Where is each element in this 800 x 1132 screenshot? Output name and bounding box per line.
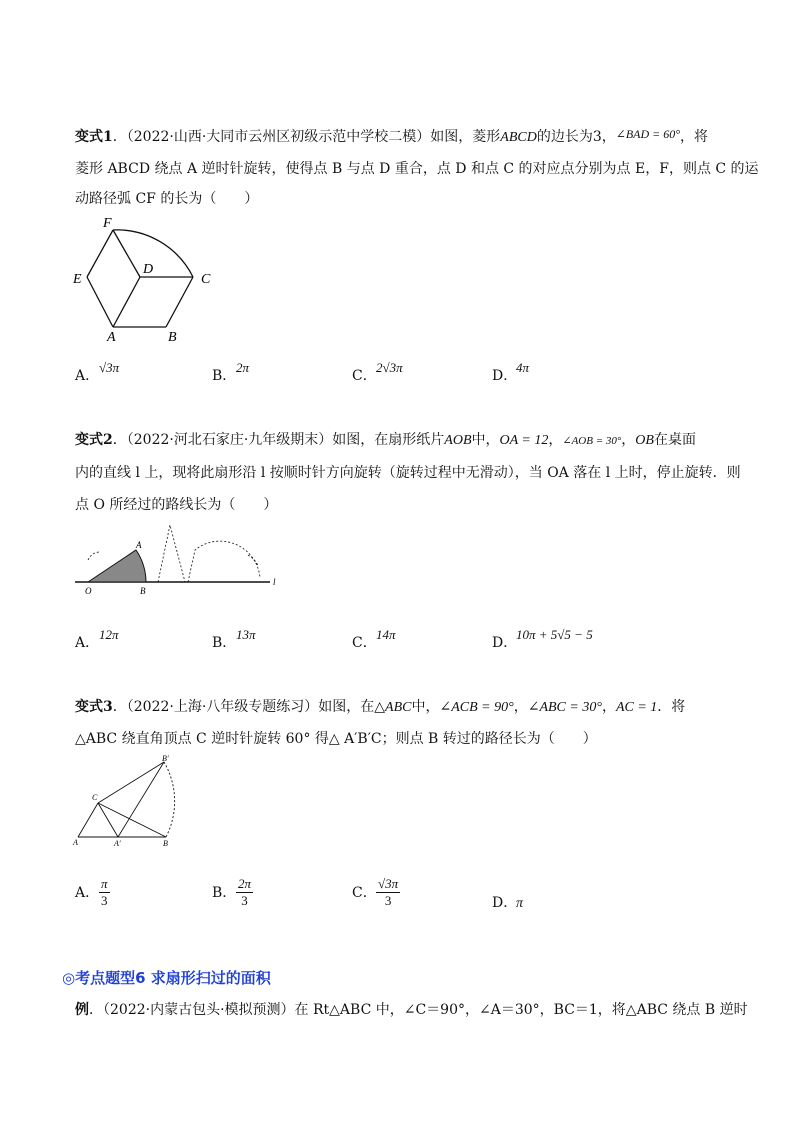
q3-label-A: A (73, 838, 78, 847)
q1-label-C: C (201, 272, 211, 287)
q1-rhombus-figure (70, 215, 220, 345)
q1-option-c[interactable]: C．2√3π (352, 360, 403, 384)
q3-label-C: C (92, 793, 98, 802)
q1-label-E: E (73, 272, 82, 287)
q1-label-B: B (168, 330, 177, 345)
q1-label-D: D (143, 262, 154, 277)
q1-label-A: A (107, 330, 116, 345)
q2-option-a[interactable]: A．12π (75, 627, 119, 651)
q2-line2: 内的直线 l 上，现将此扇形沿 l 按顺时针方向旋转（旋转过程中无滑动），当 OA 落在 l 上时，停止旋转．则 (75, 465, 741, 481)
q2-sector-rotation-figure (70, 520, 290, 600)
q1-option-b[interactable]: B．2π (212, 360, 250, 384)
q1-tag: 变式1 (75, 129, 113, 145)
q1-line3: 动路径弧 CF 的长为（ ） (75, 191, 259, 207)
q3-option-b[interactable]: B． $\frac{2\pi}{3}$ (212, 876, 252, 908)
q2-line3: 点 O 所经过的路线长为（ ） (75, 497, 278, 513)
q3-label-B: B (163, 839, 168, 848)
q2-option-d[interactable]: D．10π + 5√5 − 5 (492, 627, 593, 651)
example-tag: 例 (75, 1002, 89, 1018)
q3-option-c[interactable]: C． $\frac{√3\pi}{3}$ (352, 876, 399, 908)
q2-option-c[interactable]: C．14π (352, 627, 396, 651)
q2-label-A: A (136, 540, 142, 550)
section-heading: ◎考点题型6 求扇形扫过的面积 (62, 969, 271, 987)
q3-tag: 变式3 (75, 699, 113, 715)
q2-label-B: B (140, 586, 146, 596)
q1-option-a[interactable]: A．√3π (75, 360, 120, 384)
q3-line2: △ABC 绕直角顶点 C 逆时针旋转 60° 得△ A′B′C；则点 B 转过的路径长为（ ） (75, 731, 597, 747)
q3-option-a[interactable]: A． $\frac{\pi}{3}$ (75, 876, 108, 908)
q3-label-B1: B′ (162, 755, 169, 763)
q3-label-A1: A′ (114, 839, 121, 848)
q2-option-b[interactable]: B．13π (212, 627, 256, 651)
q3-option-d[interactable]: D．π (492, 895, 524, 911)
q2-line1: 变式2．（2022·河北石家庄·九年级期末）如图，在扇形纸片AOB中，OA = 12，∠AOB = 30°，OB在桌面 (75, 432, 696, 448)
q2-tag: 变式2 (75, 432, 113, 448)
q2-label-O: O (85, 586, 92, 596)
q1-line2: 菱形 ABCD 绕点 A 逆时针旋转，使得点 B 与点 D 重合，点 D 和点 C 的对应点分别为点 E，F，则点 C 的运 (75, 161, 759, 177)
q3-triangle-rotation-figure (70, 755, 190, 850)
q1-line1: 变式1．（2022·山西·大同市云州区初级示范中学校二模）如图，菱形ABCD的边长为3，∠BAD = 60°，将 (75, 127, 709, 145)
example-line: 例．（2022·内蒙古包头·模拟预测）在 Rt△ABC 中，∠C＝90°，∠A＝30°，BC＝1，将△ABC 绕点 B 逆时 (75, 1002, 748, 1018)
q1-label-F: F (103, 216, 112, 231)
q2-label-l: l (273, 577, 276, 587)
q1-option-d[interactable]: D．4π (492, 360, 530, 384)
q3-line1: 变式3．（2022·上海·八年级专题练习）如图，在△ABC中，∠ACB = 90°，∠ABC = 30°，AC = 1．将 (75, 699, 686, 715)
